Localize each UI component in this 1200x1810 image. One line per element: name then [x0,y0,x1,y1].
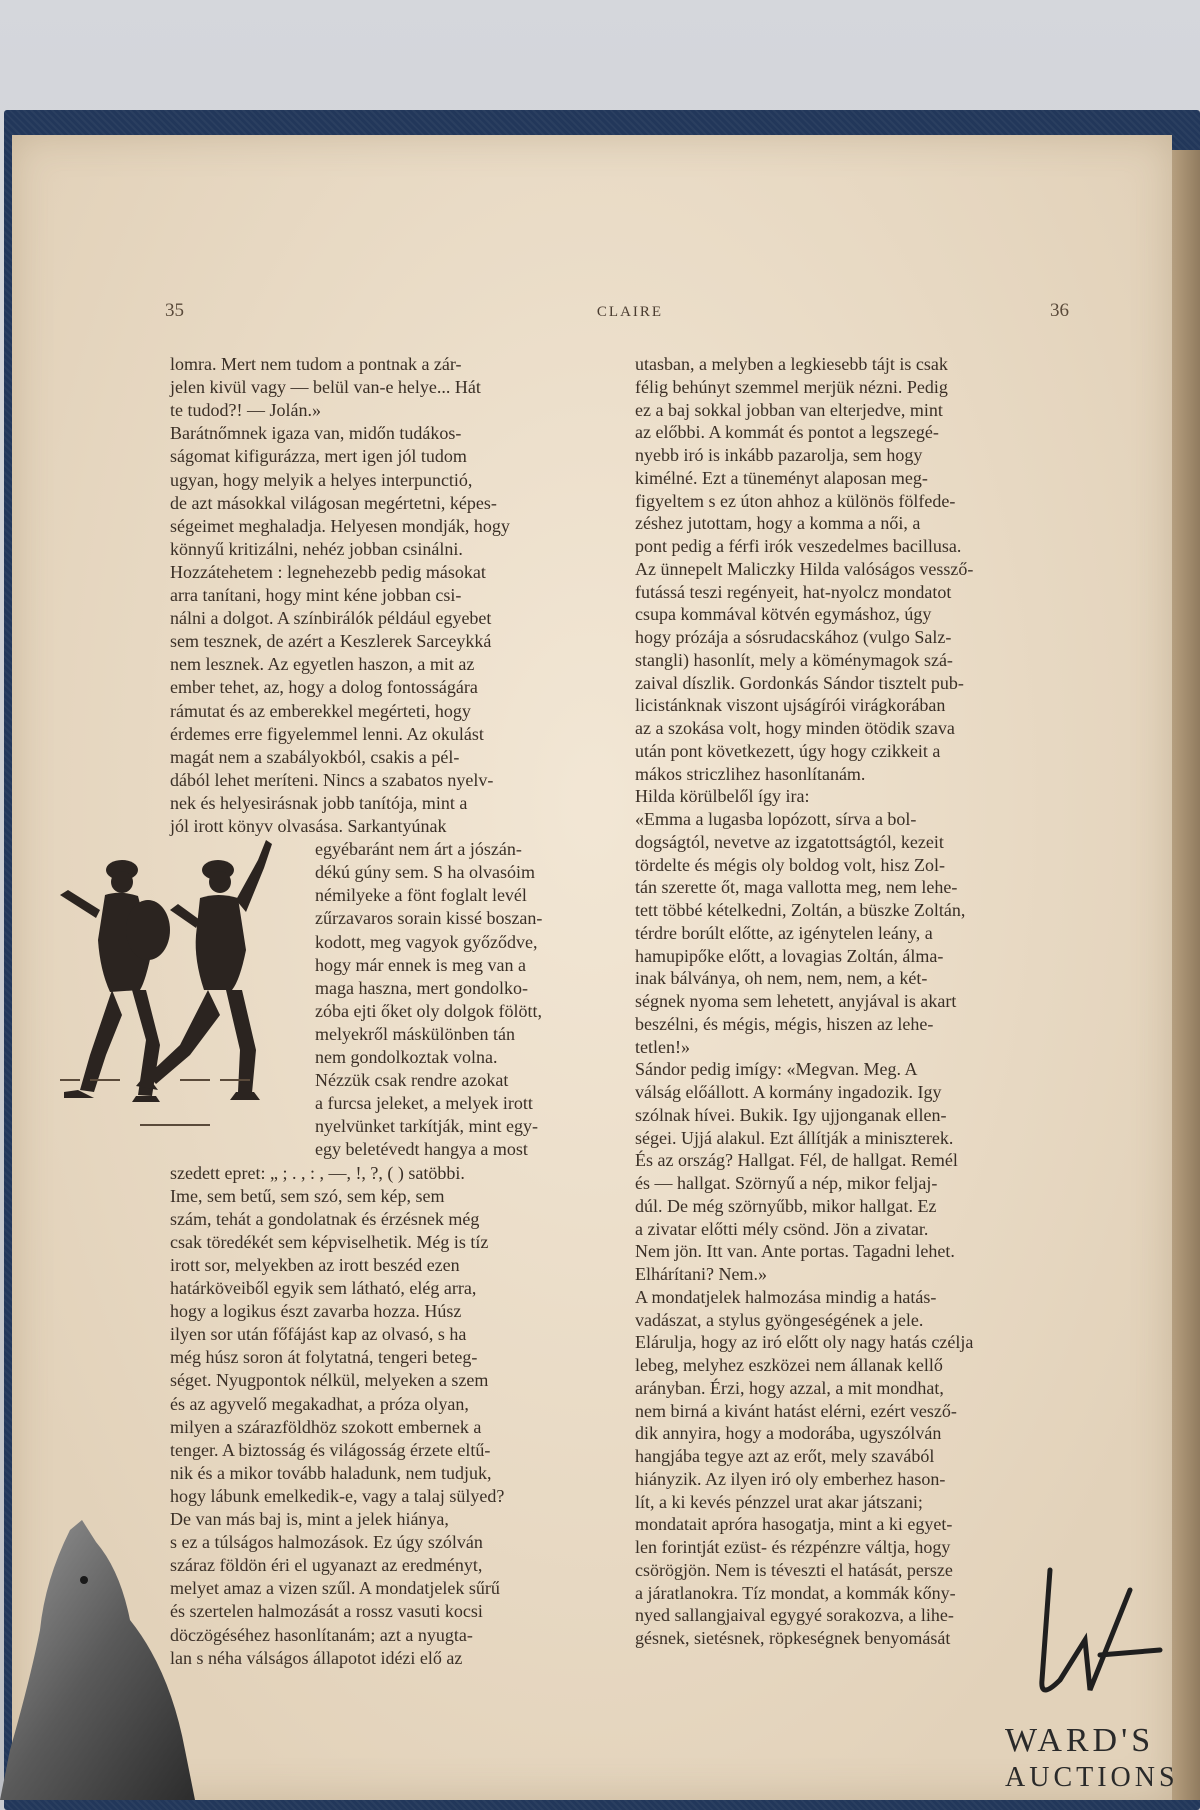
text-line: dik annyira, hogy a modorába, ugyszólván [635,1423,942,1444]
watermark-subtitle: AUCTIONS [1005,1762,1179,1793]
text-line: a furcsa jeleket, a melyek irott [315,1093,533,1114]
text-line: zóba ejti őket oly dolgok fölött, [315,1000,542,1021]
text-line: ságomat kifigurázza, mert igen jól tudom [170,446,467,467]
text-line: «Emma a lugasba lopózott, sírva a bol- [635,809,917,829]
text-line: hogy prózája a sósrudacskához (vulgo Salz- [635,627,952,647]
text-line: kimélné. Ezt a tüneményt alaposan meg- [635,467,928,488]
text-line: lít, a ki kevés pénzzel urat akar játszani; [635,1491,923,1512]
text-line: Hozzátehetem : legnehezebb pedig másokat [170,561,486,582]
text-line: nik és a mikor tovább haladunk, nem tudjuk, [170,1462,492,1483]
page-number-left: 35 [165,300,184,321]
text-line: A mondatjelek halmozása mindig a hatás- [635,1286,937,1307]
text-line: s ez a túlságos halmozások. Ez úgy szólván [170,1532,483,1553]
text-line: arányban. Érzi, hogy azzal, a mit mondhat, [635,1377,944,1398]
text-line: némilyeke a fönt foglalt levél [315,885,527,906]
text-line: figyeltem s ez úton ahhoz a különös fölfede- [635,490,956,511]
text-line: licistánknak viszont ujságírói virágkorában [635,695,946,716]
text-line: az előbbi. A kommát és pontot a legszegé- [635,422,939,443]
text-line: ez a baj sokkal jobban van elterjedve, mint [635,399,943,420]
text-line: stangli) hasonlít, mely a köménymagok szá- [635,649,953,670]
text-line: hiányzik. Az ilyen iró oly emberhez hason- [635,1468,946,1489]
text-line: magát nem a szabályokból, csakis a pél- [170,746,460,767]
text-line: hogy már ennek is meg van a [315,954,526,975]
text-line: lebeg, melyhez eszközei nem állanak kellő [635,1355,943,1375]
text-line: inak bálványa, oh nem, nem, nem, a két- [635,968,928,989]
text-line: ilyen sor után főfájást kap az olvasó, s ha [170,1324,467,1345]
text-line: Barátnőmnek igaza van, midőn tudákos- [170,423,462,444]
watermark-logo-icon [990,1560,1190,1720]
text-line: mondatait apróra hasogatja, mint a ki egyet- [635,1514,953,1535]
text-line: és — hallgat. Szörnyű a nép, mikor feljaj- [635,1173,938,1193]
running-title: CLAIRE [596,304,664,320]
text-line: Hilda körülbelől így ira: [635,786,810,807]
text-line: melyekről máskülönben tán [315,1023,515,1044]
text-line: milyen a szárazföldhöz szokott embernek a [170,1416,482,1437]
text-line: döczögéséhez hasonlítanám; azt a nyugta- [170,1624,473,1645]
text-line: válság előállott. A kormány ingadozik. Igy [635,1082,942,1102]
text-line: séget. Nyugpontok nélkül, melyeken a szem [170,1370,489,1391]
text-line: nyelvünket tarkítják, mint egy- [315,1116,538,1137]
text-line: sem tesznek, de azért a Keszlerek Sarceykká [170,631,492,652]
text-line: Nézzük csak rendre azokat [315,1070,509,1091]
watermark-brand: WARD'S [1005,1722,1155,1759]
bear-figurine [0,1520,200,1800]
text-line: szám, tehát a gondolatnak és érzésnek még [170,1208,480,1229]
text-line: csupa kommával kötvén egymáshoz, úgy [635,604,932,625]
text-line: hangjába tegye azt az erőt, mely szavából [635,1446,935,1466]
text-line: félig behúnyt szemmel merjük nézni. Pedig [635,376,948,397]
text-line: tördelte és mégis oly boldog volt, hisz Zol- [635,854,945,875]
text-line: nyed sallangjaival egygyé sorakozva, a lihe- [635,1605,954,1626]
text-line: jelen kivül vagy — belül van-e helye... Hát [170,377,481,398]
text-line: ember tehet, az, hogy a dolog fontosságára [170,677,478,698]
text-line: tetlen!» [635,1036,690,1057]
text-line: csörögjön. Nem is téveszti el hatását, persze [635,1559,953,1580]
text-line: szólnak hívei. Bukik. Igy ujjonganak ellen- [635,1104,947,1125]
text-line: gésnek, sietésnek, röpkeségnek benyomását [635,1628,951,1648]
text-line: Sándor pedig imígy: «Megvan. Meg. A [635,1059,918,1080]
text-line: vadászat, a stylus gyöngeségének a jele. [635,1309,924,1330]
text-line: nem birná a kivánt hatást elérni, ezért vesző- [635,1400,957,1421]
text-line: pont pedig a férfi irók veszedelmes bacillusa. [635,536,962,556]
text-line: te tudod?! — Jolán.» [170,400,321,421]
text-line: dékú gúny sem. S ha olvasóim [315,862,535,883]
text-line: Elhárítani? Nem.» [635,1264,767,1284]
text-line: Ime, sem betű, sem szó, sem kép, sem [170,1185,445,1206]
text-line: beszélni, és mégis, mégis, hiszen az lehe- [635,1013,934,1034]
text-line: futássá teszi regényeit, hat-nyolcz mondatot [635,581,952,602]
text-line: dúl. De még szörnyűbb, mikor hallgat. Ez [635,1195,937,1216]
text-line: nem gondolkoztak volna. [315,1047,498,1067]
text-line: Az ünnepelt Maliczky Hilda valóságos vessző- [635,558,974,579]
text-line: lan s néha válságos állapotot idézi elő az [170,1647,463,1668]
page-number-right: 36 [1050,300,1069,321]
text-line: a zivatar előtti mély csönd. Jön a zivatar. [635,1218,929,1239]
text-line: a járatlanokra. Tíz mondat, a kommák kőny- [635,1582,956,1603]
text-line: ségeimet meghaladja. Helyesen mondják, hogy [170,515,510,536]
text-line: nyebb iró is inkább pazarolja, sem hogy [635,445,923,465]
text-line: dogságtól, nevetve az izgatottságtól, kezeit [635,831,944,852]
text-line: könnyű kritizálni, nehéz jobban csinálni. [170,538,463,559]
text-line: de azt másokkal világosan megértetni, képes- [170,492,497,513]
text-line: határköveiből egyik sem látható, elég arra, [170,1278,477,1298]
text-line: Elárulja, hogy az iró előtt oly nagy hatás czélja [635,1332,974,1353]
text-line: És az ország? Hallgat. Fél, de hallgat. Remél [635,1150,958,1171]
text-line: hogy a logikus észt zavarba hozza. Húsz [170,1301,462,1322]
text-line: térdre borúlt előtte, az igénytelen leány, a [635,922,933,943]
text-line: ségei. Ujjá alakul. Ezt állítják a miniszterek. [635,1127,954,1148]
text-line: jól irott könyv olvasása. Sarkantyúnak [170,816,447,836]
dancing-pipers-illustration [60,840,310,1140]
text-line: és szertelen halmozását a rossz vasuti kocsi [170,1601,483,1622]
text-line: lomra. Mert nem tudom a pontnak a zár- [170,354,462,374]
text-line: nek és helyesirásnak jobb tanítója, mint a [170,792,468,813]
text-line: az a szokása volt, hogy minden ötödik szava [635,718,955,738]
text-line: irott sor, melyekben az irott beszéd ezen [170,1254,460,1275]
text-line: nálni a dolgot. A színbirálók például egyebet [170,608,492,629]
text-line: Nem jön. Itt van. Ante portas. Tagadni lehet. [635,1241,955,1262]
text-line: ségnek nyoma sem lehetett, anyjával is akart [635,991,957,1011]
text-line: egyébaránt nem árt a jószán- [315,839,522,860]
text-line: utasban, a melyben a legkiesebb tájt is csak [635,354,948,374]
text-line: nem lesznek. Az egyetlen haszon, a mit az [170,654,475,675]
text-line: ugyan, hogy melyik a helyes interpunctió, [170,469,473,490]
text-line: zaival díszlik. Gordonkás Sándor tisztelt pub- [635,672,964,693]
text-line: mákos striczlihez hasonlítanám. [635,763,866,784]
text-line: melyet amaz a vizen szűl. A mondatjelek sűrű [170,1578,500,1599]
text-line: maga haszna, mert gondolko- [315,977,528,998]
text-line: tenger. A biztosság és világosság érzete eltű- [170,1439,491,1460]
text-line: után pont következett, úgy hogy czikkeit a [635,740,941,761]
text-line: egy beletévedt hangya a most [315,1139,528,1160]
text-line: hamupipőke előtt, a lovagias Zoltán, álma- [635,945,944,966]
text-line: arra tanítani, hogy mint kéne jobban csi- [170,585,462,605]
text-line: csak töredékét sem képviselhetik. Még is tíz [170,1231,489,1252]
text-line: De van más baj is, mint a jelek hiánya, [170,1509,449,1529]
text-line: szedett epret: „ ; . , : , —, !, ?, ( ) satöbbi. [170,1162,465,1183]
text-line: zűrzavaros sorain kissé boszan- [315,908,543,929]
text-line: száraz földön éri el ugyanazt az eredményt, [170,1555,483,1576]
text-line: rámutat és az emberekkel megérteti, hogy [170,700,471,721]
text-line: kodott, meg vagyok győződve, [315,931,538,952]
text-line: len forintját ezüst- és rézpénzre váltja, hogy [635,1537,951,1557]
text-line: még húsz soron át folytatná, tengeri beteg- [170,1347,478,1368]
text-line: érdemes erre figyelemmel lenni. Az okulást [170,723,484,744]
text-line: tán szerette őt, maga vallotta meg, nem lehe- [635,877,958,898]
text-line: tett többé kételkedni, Zoltán, a büszke Zoltán, [635,900,966,920]
text-line: és az agyvelő megakadhat, a próza olyan, [170,1393,469,1414]
text-line: zéshez jutottam, hogy a komma a női, a [635,513,921,534]
text-line: hogy lábunk emelkedik-e, vagy a talaj sülyed? [170,1485,505,1506]
text-line: dából lehet meríteni. Nincs a szabatos nyelv- [170,769,494,790]
